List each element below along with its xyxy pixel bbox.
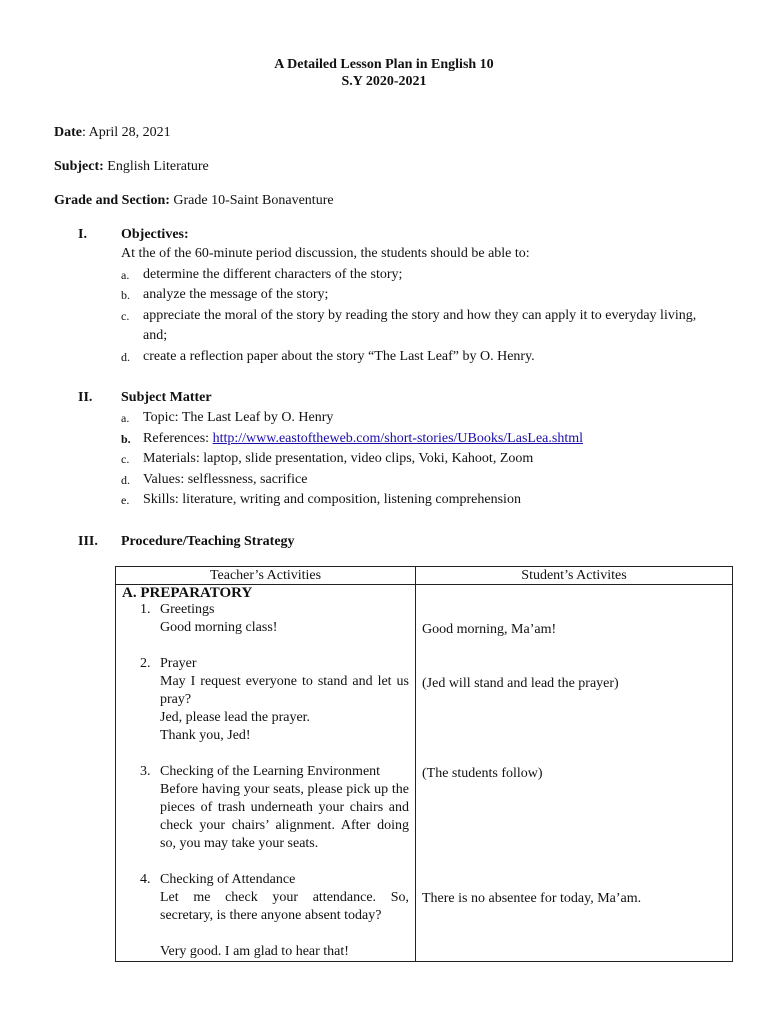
- list-text: analyze the message of the story;: [143, 287, 329, 302]
- list-text: References:: [143, 430, 213, 446]
- reference-link[interactable]: http://www.eastoftheweb.com/short-stories/UBooks/LasLea.shtml: [212, 430, 583, 446]
- list-item: [121, 408, 711, 429]
- section-body: [121, 408, 711, 511]
- section-numeral: III.: [78, 534, 98, 549]
- step-title: Prayer: [160, 656, 197, 671]
- teacher-cell: [116, 585, 416, 962]
- list-marker: c.: [121, 308, 130, 323]
- section-title: Subject Matter: [121, 390, 212, 405]
- list-marker: a.: [121, 411, 130, 425]
- section-numeral: I.: [78, 227, 87, 242]
- list-text: Skills: literature, writing and composition, listening comprehension: [143, 492, 521, 507]
- list-item: [121, 347, 711, 368]
- date-line: [54, 124, 171, 142]
- student-cell: [416, 585, 733, 962]
- document-title: [0, 56, 768, 90]
- list-item: [121, 429, 711, 450]
- list-text: appreciate the moral of the story by reading the story and how they can apply it to everyday living, and;: [143, 307, 697, 343]
- table-row: [116, 585, 733, 962]
- section-numeral: II.: [78, 390, 93, 405]
- date-value: : April 28, 2021: [82, 125, 171, 140]
- grade-label: Grade and Section:: [54, 193, 170, 208]
- list-text: Topic: The Last Leaf by O. Henry: [143, 410, 334, 425]
- list-item: [121, 470, 711, 491]
- student-response: Good morning, Ma’am!: [422, 622, 557, 637]
- step-line: Good morning class!: [160, 620, 278, 635]
- list-marker: d.: [121, 472, 130, 487]
- section-title: Procedure/Teaching Strategy: [121, 534, 295, 549]
- title-line-1: A Detailed Lesson Plan in English 10: [274, 57, 494, 72]
- grade-line: [54, 192, 334, 210]
- step-line: Jed, please lead the prayer.: [160, 710, 311, 725]
- list-text: Values: selflessness, sacrifice: [143, 471, 308, 487]
- list-marker: b.: [121, 288, 130, 302]
- step-number: 3.: [140, 764, 151, 779]
- step-title: Checking of the Learning Environment: [160, 764, 381, 779]
- preparatory-heading: A. PREPARATORY: [122, 585, 253, 601]
- list-item: [121, 449, 711, 470]
- list-item: [121, 490, 711, 511]
- step-line: Thank you, Jed!: [160, 728, 251, 743]
- step-greetings: [122, 601, 409, 637]
- list-marker: a.: [121, 267, 130, 282]
- section-body: [121, 244, 711, 367]
- step-number: 2.: [140, 656, 151, 671]
- list-text: determine the different characters of the story;: [143, 266, 403, 282]
- list-marker: d.: [121, 349, 130, 364]
- activities-table: [115, 566, 733, 962]
- title-line-2: S.Y 2020-2021: [341, 74, 427, 89]
- step-line: May I request everyone to stand and let us pray?: [160, 674, 409, 707]
- table-header-row: [116, 567, 733, 585]
- student-activities-header: Student’s Activites: [416, 567, 733, 585]
- date-label: Date: [54, 125, 82, 140]
- grade-value: Grade 10-Saint Bonaventure: [169, 193, 334, 208]
- step-number: 4.: [140, 872, 151, 887]
- list-item: [121, 265, 711, 286]
- step-number: 1.: [140, 602, 151, 617]
- step-learning-environment: [122, 763, 409, 853]
- step-prayer: [122, 655, 409, 745]
- objectives-intro: At the of the 60-minute period discussion, the students should be able to:: [121, 246, 530, 261]
- student-response: (Jed will stand and lead the prayer): [422, 676, 619, 691]
- list-text: create a reflection paper about the story “The Last Leaf” by O. Henry.: [143, 348, 535, 364]
- list-item: [121, 306, 711, 347]
- teacher-activities-header: Teacher’s Activities: [116, 567, 416, 585]
- subject-line: [54, 158, 209, 176]
- list-marker: b.: [121, 431, 131, 446]
- list-marker: e.: [121, 493, 130, 507]
- step-title: Checking of Attendance: [160, 872, 296, 887]
- step-title: Greetings: [160, 602, 215, 617]
- step-attendance: [122, 871, 409, 961]
- step-line: Before having your seats, please pick up the pieces of trash underneath your chairs and check your chairs’ alignment. After doing so, you may take your seats.: [160, 782, 409, 851]
- step-line: Very good. I am glad to hear that!: [160, 944, 349, 959]
- subject-label: Subject:: [54, 159, 104, 174]
- subject-value: English Literature: [103, 159, 209, 174]
- list-marker: c.: [121, 452, 130, 466]
- section-title: Objectives:: [121, 227, 189, 242]
- student-response: There is no absentee for today, Ma’am.: [422, 891, 642, 906]
- list-item: [121, 285, 711, 306]
- student-response: (The students follow): [422, 766, 543, 781]
- step-line: Let me check your attendance. So, secretary, is there anyone absent today?: [160, 890, 409, 923]
- list-text: Materials: laptop, slide presentation, video clips, Voki, Kahoot, Zoom: [143, 451, 534, 466]
